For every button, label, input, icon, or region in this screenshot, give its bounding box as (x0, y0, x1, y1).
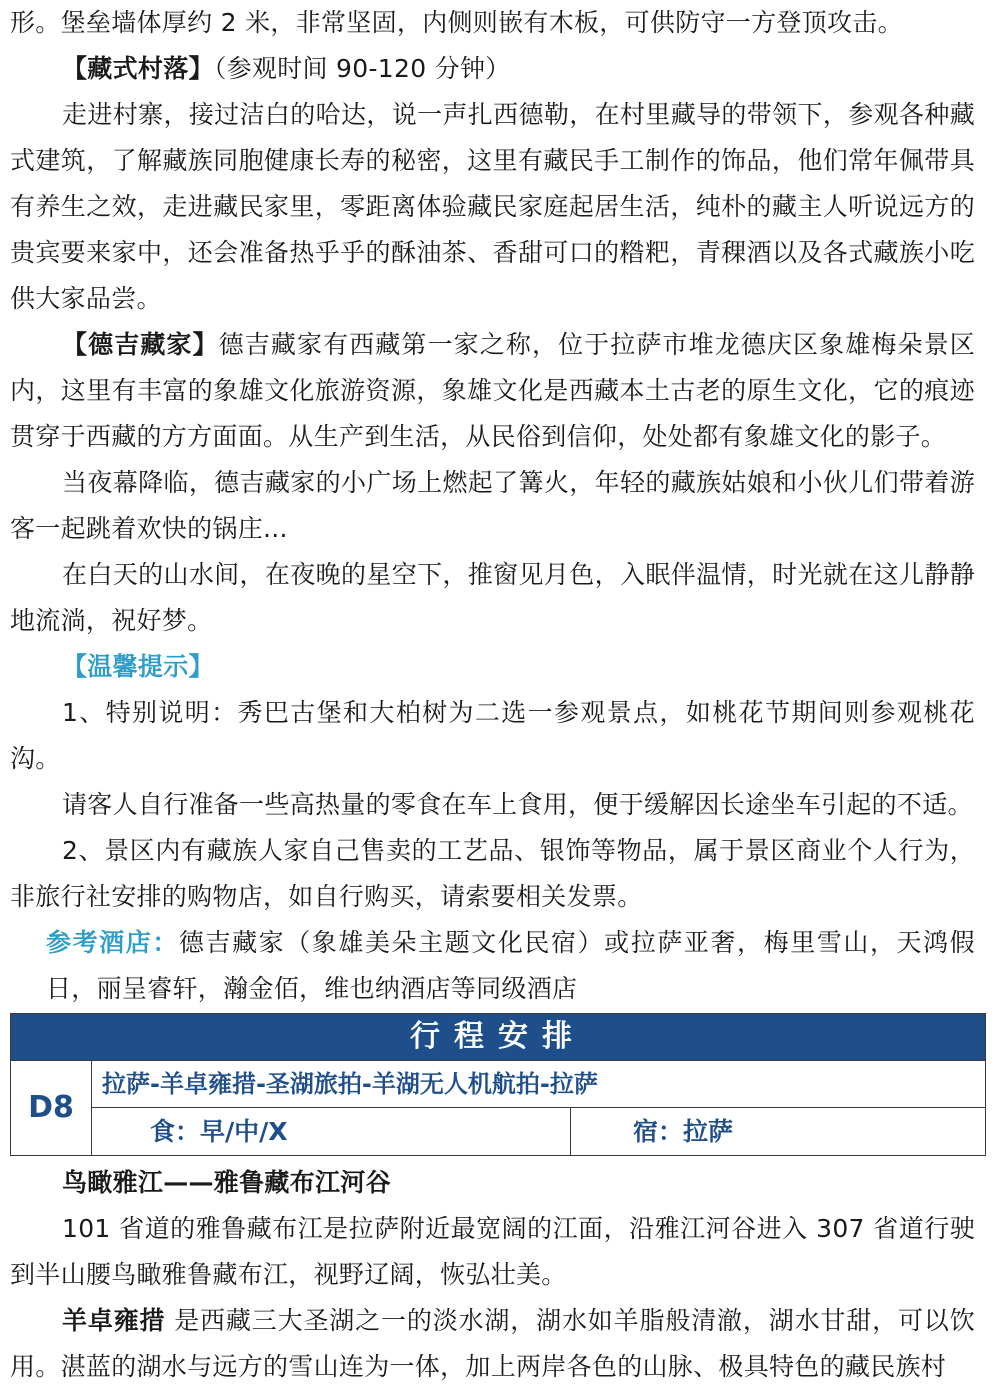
village-heading (10, 46, 975, 92)
yamdrok-title: 羊卓雍措 (62, 1306, 166, 1335)
itinerary-table (10, 1013, 986, 1156)
yarlung-paragraph: 101 省道的雅鲁藏布江是拉萨附近最宽阔的江面，沿雅江河谷进入 307 省道行驶到半山腰鸟瞰雅鲁藏布江，视野辽阔，恢弘壮美。 (10, 1214, 975, 1289)
tip-1: 1、特别说明：秀巴古堡和大柏树为二选一参观景点，如桃花节期间则参观桃花沟。 (10, 698, 975, 773)
yarlung-title: 鸟瞰雅江——雅鲁藏布江河谷 (62, 1168, 391, 1197)
tips-title: 【温馨提示】 (62, 652, 214, 681)
tip-2: 2、景区内有藏族人家自己售卖的工艺品、银饰等物品，属于景区商业个人行为，非旅行社安排的购物店，如自行购买，请索要相关发票。 (10, 836, 975, 911)
deji-night-paragraph: 当夜幕降临，德吉藏家的小广场上燃起了篝火，年轻的藏族姑娘和小伙儿们带着游客一起跳着欢快的锅庄... (10, 468, 975, 543)
intro-tail: 形。堡垒墙体厚约 2 米，非常坚固，内侧则嵌有木板，可供防守一方登顶攻击。 (10, 8, 903, 37)
village-paragraph: 走进村寨，接过洁白的哈达，说一声扎西德勒，在村里藏导的带领下，参观各种藏式建筑，了解藏族同胞健康长寿的秘密，这里有藏民手工制作的饰品，他们常年佩带具有养生之效，走进藏民家里，零距离体验藏民家庭起居生活，纯朴的藏主人听说远方的贵宾要来家中，还会准备热乎乎的酥油茶、香甜可口的糌粑，青稞酒以及各式藏族小吃供大家品尝。 (10, 100, 975, 313)
hotel-text: 德吉藏家（象雄美朵主题文化民宿）或拉萨亚奢，梅里雪山，天鸿假日，丽呈睿轩，瀚金佰，维也纳酒店等同级酒店 (46, 928, 975, 1003)
itinerary-details (92, 1061, 985, 1155)
stay-text: 宿：拉萨 (633, 1116, 734, 1146)
deji-title: 【德吉藏家】 (62, 330, 219, 359)
village-time: （参观时间 90-120 分钟） (213, 54, 511, 83)
village-title: 【藏式村落】 (62, 54, 214, 83)
tips-heading (10, 644, 975, 690)
meal-stay-row (92, 1108, 985, 1155)
yamdrok-paragraph (10, 1298, 975, 1390)
deji-day-paragraph: 在白天的山水间，在夜晚的星空下，推窗见月色，入眠伴温情，时光就在这儿静静地流淌，祝好梦。 (10, 560, 975, 635)
route-text: 拉萨-羊卓雍措-圣湖旅拍-羊湖无人机航拍-拉萨 (92, 1061, 985, 1108)
tip-1b: 请客人自行准备一些高热量的零食在车上食用，便于缓解因长途坐车引起的不适。 (62, 790, 973, 819)
hotel-label: 参考酒店： (46, 928, 179, 957)
day8-description (10, 1160, 975, 1390)
hotel-paragraph (10, 920, 975, 1012)
deji-text: 德吉藏家有西藏第一家之称，位于拉萨市堆龙德庆区象雄梅朵景区内，这里有丰富的象雄文化旅游资源，象雄文化是西藏本土古老的原生文化，它的痕迹贯穿于西藏的方方面面。从生产到生活，从民俗到信仰，处处都有象雄文化的影子。 (10, 330, 975, 451)
document-body (10, 0, 975, 1012)
yamdrok-text: 是西藏三大圣湖之一的淡水湖，湖水如羊脂般清澈，湖水甘甜，可以饮用。湛蓝的湖水与远方的雪山连为一体，加上两岸各色的山脉、极具特色的藏民族村 (10, 1306, 975, 1381)
meal-text: 食：早/中/X (92, 1108, 571, 1155)
day-label: D8 (11, 1061, 92, 1155)
itinerary-header: 行程安排 (11, 1014, 985, 1060)
itinerary-body (11, 1060, 985, 1155)
deji-paragraph (10, 322, 975, 460)
